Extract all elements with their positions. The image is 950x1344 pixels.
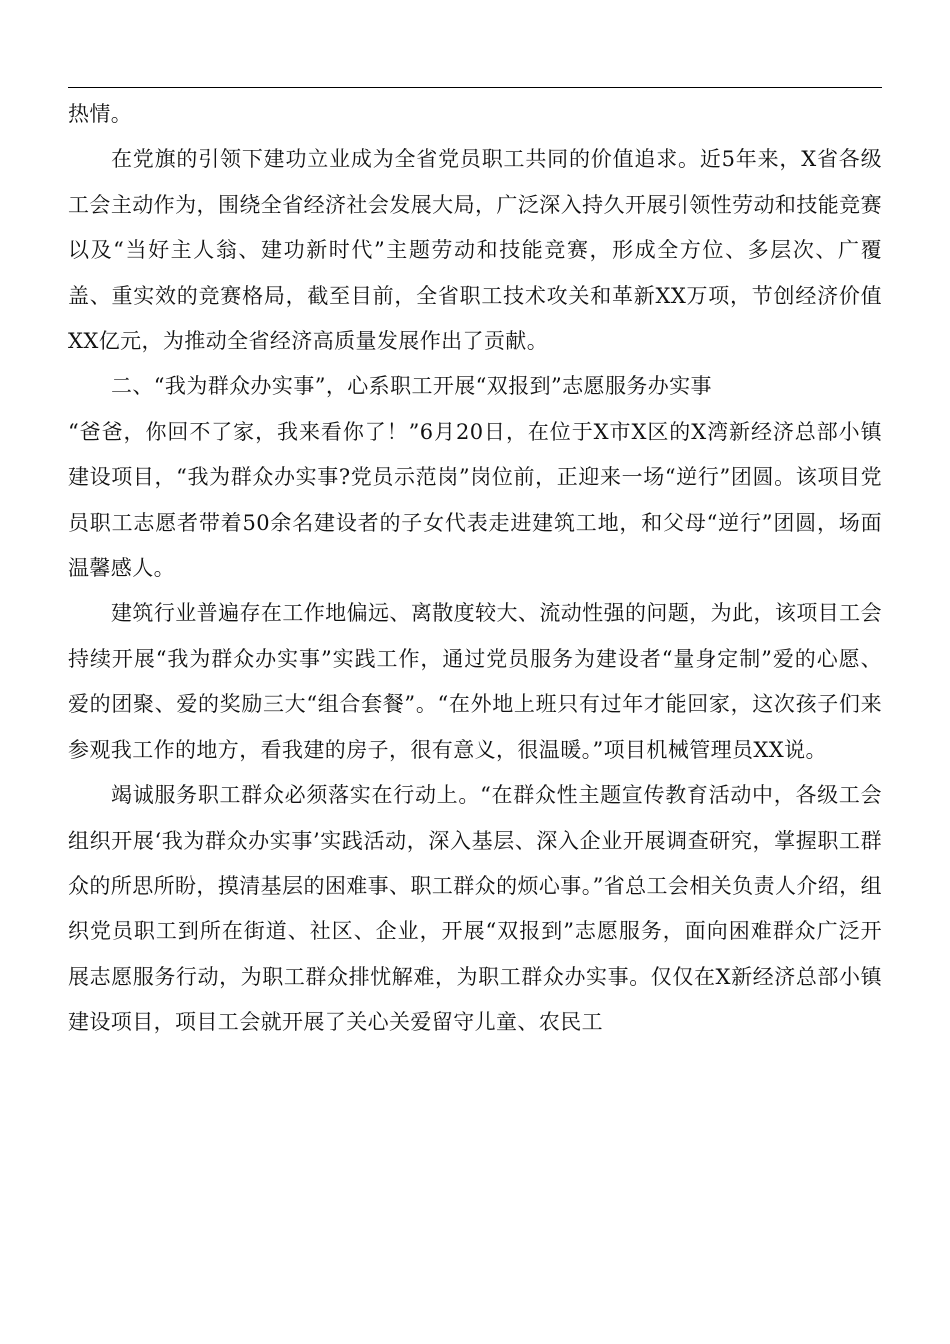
paragraph-competition: 在党旗的引领下建功立业成为全省党员职工共同的价值追求。近5年来，X省各级工会主动作为，围绕全省经济社会发展大局，广泛深入持久开展引领性劳动和技能竞赛以及“当好主人翁、建功新时代”主题劳动和技能竞赛，形成全方位、多层次、广覆盖、重实效的竞赛格局，截至目前，全省职工技术攻关和革新XX万项，节创经济价值XX亿元，为推动全省经济高质量发展作出了贡献。 <box>68 147 882 354</box>
paragraph-construction: 建筑行业普遍存在工作地偏远、离散度较大、流动性强的问题，为此，该项目工会持续开展“我为群众办实事”实践工作，通过党员服务为建设者“量身定制”爱的心愿、爱的团聚、爱的奖励三大“组合套餐”。“在外地上班只有过年才能回家，这次孩子们来参观我工作的地方，看我建的房子，很有意义，很温暖。”项目机械管理员XX说。 <box>68 601 882 762</box>
document-body <box>68 92 882 1046</box>
paragraph-reunion: “爸爸，你回不了家，我来看你了！”6月20日，在位于X市X区的X湾新经济总部小镇建设项目，“我为群众办实事?党员示范岗”岗位前，正迎来一场“逆行”团圆。该项目党员职工志愿者带着50余名建设者的子女代表走进建筑工地，和父母“逆行”团圆，场面温馨感人。 <box>68 419 882 581</box>
paragraph-service: 竭诚服务职工群众必须落实在行动上。“在群众性主题宣传教育活动中，各级工会组织开展‘我为群众办实事’实践活动，深入基层、深入企业开展调查研究，掌握职工群众的所思所盼，摸清基层的困难事、职工群众的烦心事。”省总工会相关负责人介绍，组织党员职工到所在街道、社区、企业，开展“双报到”志愿服务，面向困难群众广泛开展志愿服务行动，为职工群众排忧解难，为职工群众办实事。仅仅在X新经济总部小镇建设项目，项目工会就开展了关心关爱留守儿童、农民工 <box>68 783 882 1035</box>
header-rule <box>68 87 882 88</box>
section-heading: 二、“我为群众办实事”，心系职工开展“双报到”志愿服务办实事 <box>111 374 712 399</box>
paragraph-continuation: 热情。 <box>68 102 133 126</box>
